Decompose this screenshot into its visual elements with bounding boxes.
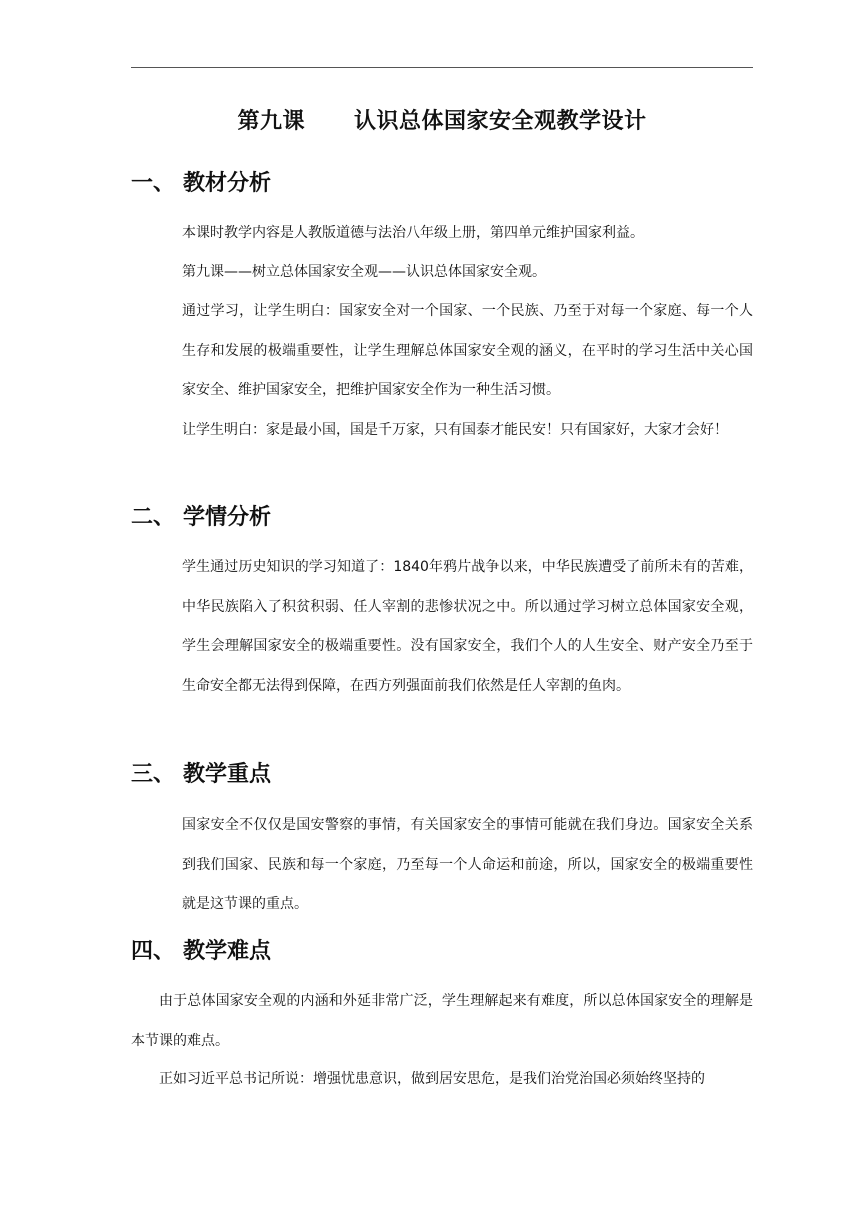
paragraph: 由于总体国家安全观的内涵和外延非常广泛，学生理解起来有难度，所以总体国家安全的理解是本节课的难点。 [131,993,753,1049]
paragraph: 让学生明白：家是最小国，国是千万家，只有国泰才能民安！只有国家好，大家才会好！ [182,422,728,438]
paragraph: 通过学习，让学生明白：国家安全对一个国家、一个民族、乃至于对每一个家庭、每一个人生存和发展的极端重要性，让学生理解总体国家安全观的涵义，在平时的学习生活中关心国家安全、维护国家安全，把维护国家安全作为一种生活习惯。 [182,303,753,398]
paragraph: 国家安全不仅仅是国安警察的事情，有关国家安全的事情可能就在我们身边。国家安全关系到我们国家、民族和每一个家庭，乃至每一个人命运和前途，所以，国家安全的极端重要性就是这节课的重点。 [182,817,753,912]
section-number: 二、 [131,505,176,530]
section-number: 一、 [131,171,176,196]
section-title: 学情分析 [183,505,272,530]
header-rule [131,67,753,68]
page-title: 第九课 认识总体国家安全观教学设计 [237,109,647,134]
section-number: 三、 [131,762,176,787]
section-title: 教学难点 [183,939,272,964]
section-title: 教材分析 [183,171,272,196]
section-title: 教学重点 [183,762,272,787]
paragraph: 正如习近平总书记所说：增强忧患意识，做到居安思危，是我们治党治国必须始终坚持的 [159,1071,705,1087]
paragraph: 第九课——树立总体国家安全观——认识总体国家安全观。 [182,264,546,280]
section-heading-1 [131,166,271,197]
section-heading-3 [131,757,271,788]
section-heading-4 [131,934,271,965]
paragraph: 学生通过历史知识的学习知道了：1840年鸦片战争以来，中华民族遭受了前所未有的苦难，中华民族陷入了积贫积弱、任人宰割的悲惨状况之中。所以通过学习树立总体国家安全观，学生会理解国家安全的极端重要性。没有国家安全，我们个人的人生安全、财产安全乃至于生命安全都无法得到保障，在西方列强面前我们依然是任人宰割的鱼肉。 [182,559,753,694]
section-number: 四、 [131,939,176,964]
section-heading-2 [131,500,271,531]
paragraph: 本课时教学内容是人教版道德与法治八年级上册，第四单元维护国家利益。 [182,225,644,241]
